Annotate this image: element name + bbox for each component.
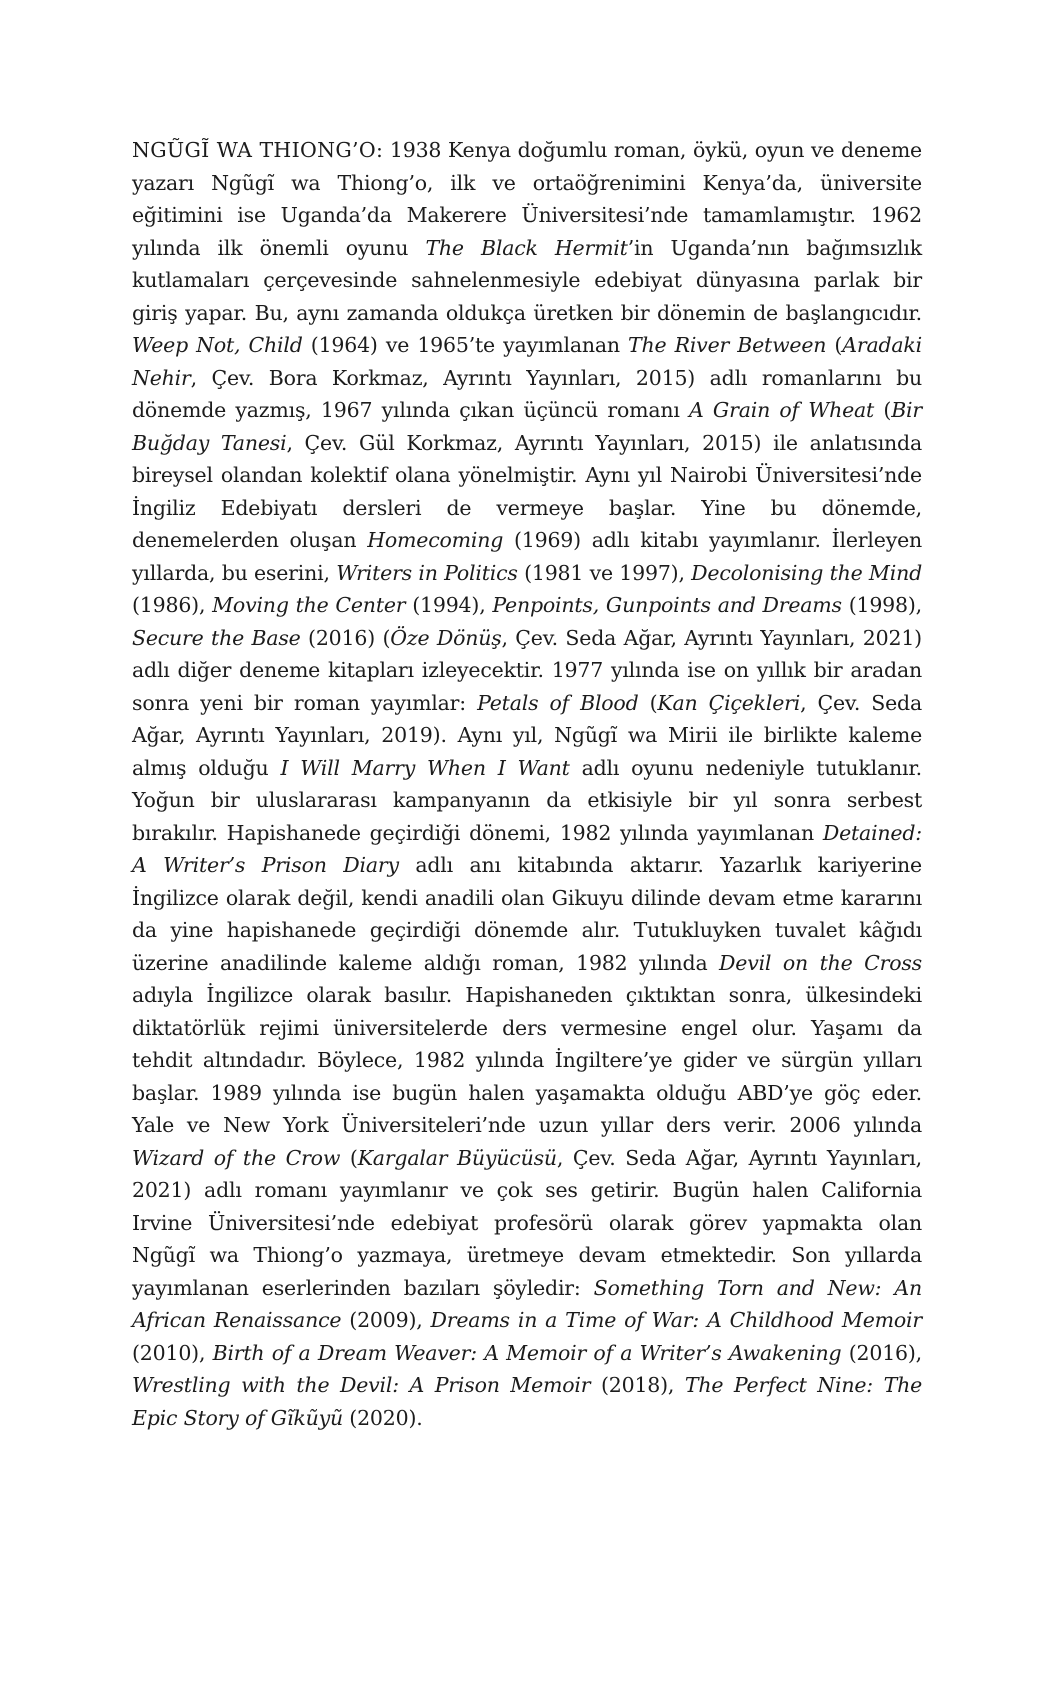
text-run: , Çev. Seda Ağar, Ayrıntı Yayınları, 2021) adlı romanı yayımlanır ve çok ses getirir. Bugün halen California Irvine Üniversitesi’nde edebiyat profesörü olarak görev yapmakta olan Ngũgĩ wa Thiong’o yazmaya, üretmeye devam etmektedir. Son yıllarda yayımlanan eserlerinden bazıları şöyledir:	[132, 1145, 922, 1300]
text-run: (1994),	[405, 593, 493, 617]
text-run: (1998),	[841, 593, 922, 617]
text-run: (	[638, 690, 658, 715]
text-run: (1981 ve 1997),	[517, 560, 692, 585]
work-title: I Will Marry When I Want	[280, 755, 570, 780]
work-title: Decolonising the Mind	[691, 560, 922, 585]
work-title: Homecoming	[367, 528, 504, 552]
text-run: (2016),	[841, 1340, 923, 1365]
work-title: Writers in Politics	[336, 560, 518, 585]
text-run: , Çev. Gül Korkmaz, Ayrıntı Yayınları, 2015) ile anlatısında bireysel olandan kolektif olana yönelmiştir. Aynı yıl Nairobi Üniversitesi’nde İngiliz Edebiyatı dersleri de vermeye başlar. Yine bu dönemde, denemelerden oluşan	[132, 430, 922, 552]
work-title: Weep Not, Child	[132, 333, 303, 357]
text-run: , Çev. Bora Korkmaz, Ayrıntı Yayınları, 2015) adlı romanlarını bu dönemde yazmış, 1967 yılında çıkan üçüncü romanı	[132, 365, 922, 422]
text-run: (	[826, 333, 843, 357]
text-run: (1986),	[132, 593, 213, 617]
text-run: (2020).	[342, 1405, 423, 1430]
text-run: (1964) ve 1965’te yayımlanan	[302, 333, 629, 357]
work-title: The Perfect Nine: The Epic Story of Gĩkũyũ	[132, 1373, 923, 1430]
work-title: Something Torn and New: An African Renaissance	[132, 1275, 922, 1332]
work-title: The River Between	[628, 333, 827, 357]
text-run: , Çev. Seda Ağar, Ayrıntı Yayınları, 2021) adlı diğer deneme kitapları izleyecektir. 1977 yılında ise on yıllık bir aradan sonra yeni bir roman yayımlar:	[132, 625, 922, 715]
text-run: (2016) (	[300, 625, 391, 650]
work-title: Penpoints, Gunpoints and Dreams	[492, 593, 842, 617]
text-run: adıyla İngilizce olarak basılır. Hapishaneden çıktıktan sonra, ülkesindeki diktatörlük rejimi üniversitelerde ders vermesine engel olur. Yaşamı da tehdit altındadır. Böylece, 1982 yılında İngiltere’ye gider ve sürgün yılları başlar. 1989 yılında ise bugün halen yaşamakta olduğu ABD’ye göç eder. Yale ve New York Üniversiteleri’nde uzun yıllar ders verir. 2006 yılında	[132, 983, 922, 1137]
work-title: Devil on the Cross	[719, 950, 922, 975]
work-title: Wrestling with the Devil: A Prison Memoir	[132, 1373, 591, 1397]
work-title: Öze Dönüş	[390, 625, 502, 650]
text-run: (	[874, 398, 892, 422]
text-run: adlı anı kitabında aktarır. Yazarlık kariyerine İngilizce olarak değil, kendi anadili olan Gikuyu dilinde devam etme kararını da yine hapishanede geçirdiği dönemde alır. Tutukluyken tuvalet kâğıdı üzerine anadilinde kaleme aldığı roman, 1982 yılında	[132, 853, 922, 975]
text-run: (	[340, 1145, 358, 1170]
text-run: ’in Uganda’nın bağımsızlık kutlamaları çerçevesinde sahnelenmesiyle edebiyat dünyasına parlak bir giriş yapar. Bu, aynı zamanda oldukça üretken bir dönemin de başlangıcıdır.	[132, 235, 922, 325]
work-title: Dreams in a Time of War: A Childhood Memoir	[430, 1308, 922, 1332]
work-title: Secure the Base	[132, 625, 301, 650]
author-name: NGŨGĨ WA THIONG’O:	[132, 138, 384, 162]
biography-body	[132, 138, 922, 1430]
text-run: adlı oyunu nedeniyle tutuklanır. Yoğun bir uluslararası kampanyanın da etkisiyle bir yıl sonra serbest bırakılır. Hapishanede geçirdiği dönemi, 1982 yılında yayımlanan	[132, 755, 923, 845]
text-run: (2010),	[132, 1340, 213, 1365]
text-run: 1938 Kenya doğumlu roman, öykü, oyun ve deneme yazarı Ngũgĩ wa Thiong’o, ilk ve ortaöğrenimini Kenya’da, üniversite eğitimini ise Uganda’da Makerere Üniversitesi’nde tamamlamıştır. 1962 yılında ilk önemli oyunu	[132, 138, 922, 260]
text-run: (2009),	[341, 1308, 431, 1332]
work-title: Moving the Center	[212, 593, 406, 617]
work-title: The Black Hermit	[425, 235, 628, 260]
work-title: Kan Çiçekleri	[657, 690, 801, 715]
text-run: (2018),	[590, 1373, 685, 1397]
work-title: Birth of a Dream Weaver: A Memoir of a Writer’s Awakening	[212, 1340, 842, 1365]
work-title: Wizard of the Crow	[132, 1145, 341, 1170]
work-title: Bir Buğday Tanesi	[132, 398, 923, 455]
work-title: Kargalar Büyücüsü	[357, 1145, 557, 1170]
work-title: A Grain of Wheat	[689, 398, 875, 422]
work-title: Petals of Blood	[477, 690, 639, 715]
work-title: Aradaki Nehir	[132, 333, 922, 390]
author-biography-paragraph	[132, 134, 922, 1434]
text-run: , Çev. Seda Ağar, Ayrıntı Yayınları, 2019). Aynı yıl, Ngũgĩ wa Mirii ile birlikte kaleme almış olduğu	[132, 690, 922, 780]
text-run: (1969) adlı kitabı yayımlanır. İlerleyen yıllarda, bu eserini,	[132, 528, 923, 585]
work-title: Detained: A Writer’s Prison Diary	[132, 820, 922, 877]
